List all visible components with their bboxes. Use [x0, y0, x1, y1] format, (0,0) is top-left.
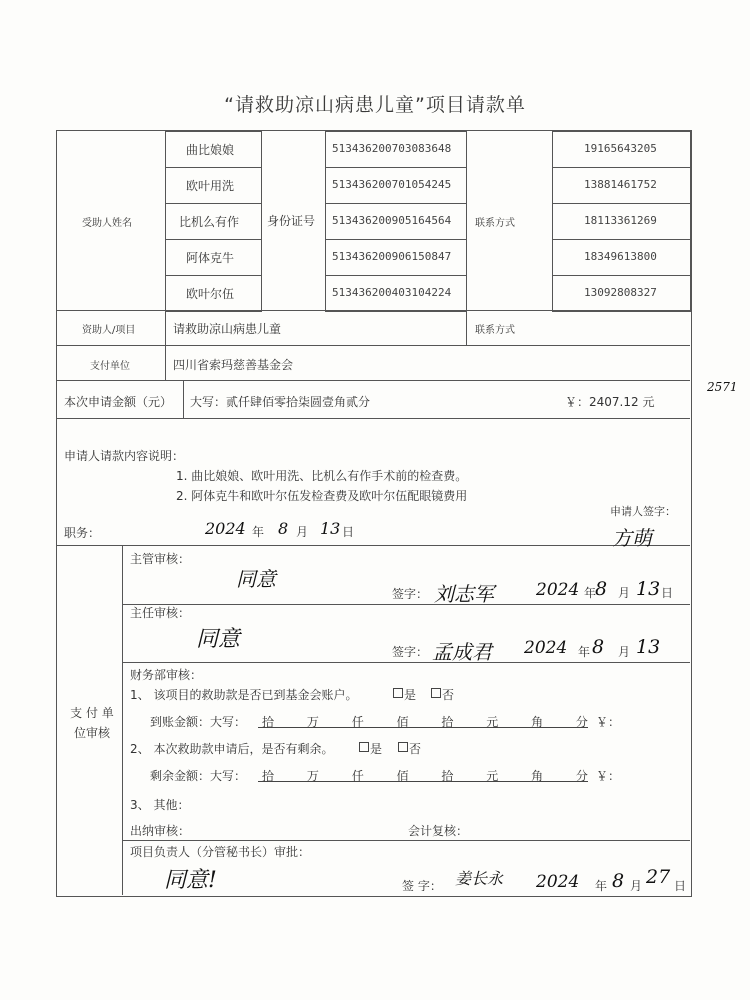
unit-cell: 拾	[262, 715, 275, 729]
beneficiary-phone: 18113361269	[584, 214, 657, 227]
funder-value: 请救助凉山病患儿童	[173, 322, 282, 336]
supervisor-signature: 刘志军	[434, 582, 494, 606]
beneficiary-phone: 13092808327	[584, 286, 657, 299]
unit-cell: 角	[531, 769, 544, 783]
project-head-day: 27	[646, 866, 671, 888]
director-year-unit: 年	[578, 645, 591, 659]
checkbox-yes-label: 是	[370, 742, 383, 756]
unit-cell: 拾	[441, 715, 454, 729]
unit-cell: 元	[486, 715, 499, 729]
unit-cell: 万	[306, 715, 319, 729]
remaining-amount-label: 剩余金额：大写：	[150, 769, 247, 783]
project-head-comment: 同意!	[164, 868, 217, 893]
month-unit: 月	[296, 525, 309, 539]
project-head-signature: 姜长永	[455, 869, 504, 888]
unit-cell: 万	[306, 769, 319, 783]
checkbox-no-1[interactable]	[431, 688, 441, 698]
project-head-year-unit: 年	[595, 879, 608, 893]
margin-note: 2571	[707, 380, 738, 394]
finance-q1: 1、 该项目的救助款是否已到基金会账户。	[130, 688, 358, 702]
supervisor-comment: 同意	[236, 567, 276, 591]
application-month: 8	[278, 519, 289, 538]
applicant-sign-label: 申请人签字：	[610, 505, 676, 518]
beneficiary-name-label: 受助人姓名	[82, 218, 132, 229]
approval-section-label-text: 支 付 单 位审核	[70, 706, 114, 740]
id-number-label: 身份证号	[267, 214, 316, 228]
explanation-item: 2. 阿体克牛和欧叶尔伍发检查费及欧叶尔伍配眼镜费用	[176, 489, 468, 503]
finance-q3: 3、 其他：	[130, 798, 190, 812]
unit-cell: 分	[575, 715, 588, 729]
director-year: 2024	[524, 638, 568, 658]
received-units	[262, 713, 588, 730]
amount-numeric: ￥：2407.12 元	[565, 395, 655, 409]
supervisor-sign-label: 签字：	[392, 587, 429, 601]
checkbox-yes-1[interactable]	[393, 688, 403, 698]
director-month: 8	[592, 636, 605, 658]
project-head-label: 项目负责人（分管秘书长）审批：	[130, 845, 311, 859]
explanation-item: 1. 曲比娘娘、欧叶用洗、比机么有作手术前的检查费。	[176, 469, 468, 483]
director-signature: 孟成君	[432, 640, 492, 664]
accounting-label: 会计复核：	[408, 824, 469, 838]
beneficiary-id: 513436200905164564	[332, 214, 452, 227]
director-month-unit: 月	[618, 645, 631, 659]
beneficiary-name: 欧叶尔伍	[186, 287, 235, 301]
supervisor-day-unit: 日	[661, 586, 674, 600]
funder-contact-label: 联系方式	[475, 325, 515, 336]
received-currency: ￥：	[596, 715, 621, 729]
amount-label: 本次申请金额（元）	[64, 395, 173, 409]
checkbox-no-2[interactable]	[398, 742, 408, 752]
remaining-currency: ￥：	[596, 769, 621, 783]
unit-cell: 分	[575, 769, 588, 783]
received-amount-label: 到账金额：大写：	[150, 715, 247, 729]
cashier-label: 出纳审核：	[130, 824, 191, 838]
beneficiary-id: 513436200703083648	[332, 142, 452, 155]
project-head-sign-label: 签 字：	[402, 879, 442, 893]
finance-q2: 2、 本次救助款申请后，是否有剩余。	[130, 742, 334, 756]
unit-cell: 仟	[351, 769, 364, 783]
explanation-label: 申请人请款内容说明：	[64, 449, 185, 463]
document-title: “请救助凉山病患儿童”项目请款单	[224, 94, 526, 116]
position-label: 职务：	[64, 526, 101, 540]
director-sign-label: 签字：	[392, 645, 429, 659]
supervisor-label: 主管审核：	[130, 552, 191, 566]
supervisor-month-unit: 月	[618, 586, 631, 600]
beneficiary-name: 阿体克牛	[186, 251, 235, 265]
day-unit: 日	[342, 525, 355, 539]
contact-label: 联系方式	[475, 218, 515, 229]
supervisor-year-unit: 年	[584, 586, 597, 600]
unit-cell: 角	[531, 715, 544, 729]
director-label: 主任审核：	[130, 606, 191, 620]
checkbox-yes-2[interactable]	[359, 742, 369, 752]
application-year: 2024	[205, 519, 246, 538]
unit-cell: 仟	[351, 715, 364, 729]
finance-label: 财务部审核：	[130, 668, 203, 682]
beneficiary-phone: 19165643205	[584, 142, 657, 155]
director-comment: 同意	[196, 627, 241, 652]
beneficiary-name: 曲比娘娘	[186, 143, 235, 157]
checkbox-yes-label: 是	[404, 688, 417, 702]
supervisor-year: 2024	[536, 580, 580, 600]
director-day: 13	[636, 636, 661, 658]
beneficiary-id: 513436200403104224	[332, 286, 452, 299]
checkbox-no-label: 否	[409, 742, 422, 756]
supervisor-day: 13	[636, 578, 661, 600]
funder-label: 资助人/项目	[82, 325, 136, 336]
checkbox-no-label: 否	[442, 688, 455, 702]
unit-cell: 元	[486, 769, 499, 783]
unit-cell: 拾	[441, 769, 454, 783]
applicant-signature: 方萌	[612, 526, 652, 550]
project-head-day-unit: 日	[674, 879, 687, 893]
supervisor-month: 8	[595, 578, 608, 600]
application-day: 13	[320, 519, 341, 538]
unit-cell: 佰	[396, 715, 409, 729]
unit-cell: 拾	[262, 769, 275, 783]
remaining-units	[262, 767, 588, 784]
amount-caps-label: 大写：	[190, 395, 227, 409]
year-unit: 年	[252, 525, 265, 539]
project-head-month-unit: 月	[630, 879, 643, 893]
unit-cell: 佰	[396, 769, 409, 783]
beneficiary-phone: 18349613800	[584, 250, 657, 263]
beneficiary-id: 513436200701054245	[332, 178, 452, 191]
beneficiary-name: 比机么有作	[179, 215, 240, 229]
beneficiary-name: 欧叶用洗	[186, 179, 235, 193]
payer-label: 支付单位	[90, 361, 130, 372]
project-head-year: 2024	[536, 872, 580, 892]
approval-section-label	[64, 703, 120, 743]
project-head-month: 8	[612, 870, 625, 892]
beneficiary-phone: 13881461752	[584, 178, 657, 191]
beneficiary-id: 513436200906150847	[332, 250, 452, 263]
amount-caps-value: 贰仟肆佰零拾柒圆壹角贰分	[226, 395, 371, 409]
payer-value: 四川省索玛慈善基金会	[173, 358, 294, 372]
